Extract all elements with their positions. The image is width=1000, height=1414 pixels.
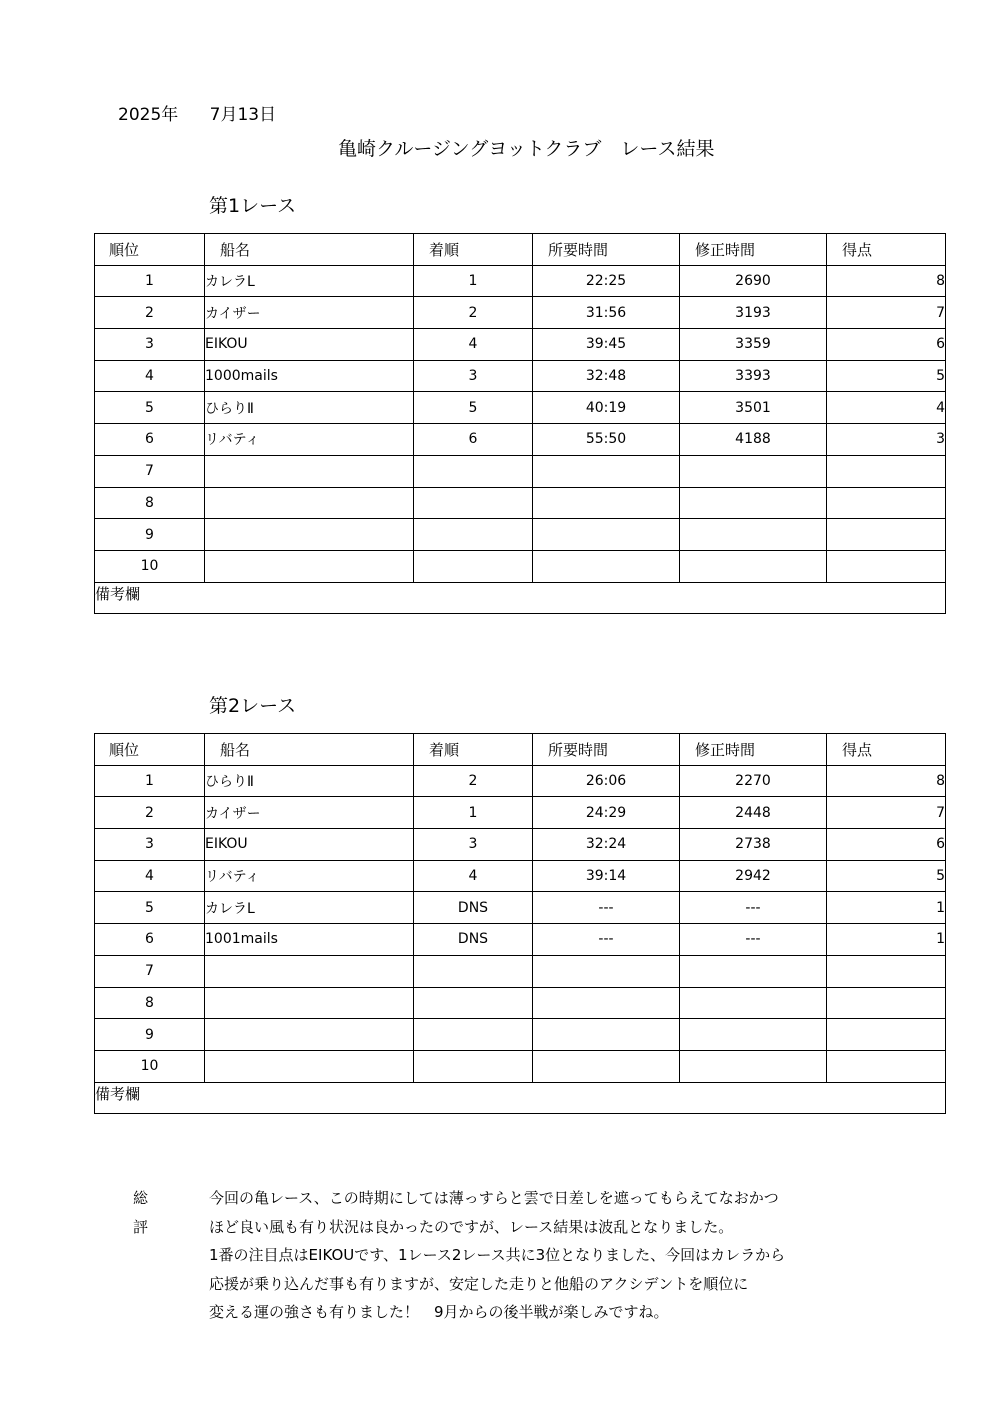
race2-remarks: 備考欄 (95, 1082, 946, 1114)
header-finish-order: 着順 (414, 234, 533, 266)
finish-order-cell: 4 (414, 860, 533, 892)
table-row (95, 765, 946, 797)
points-cell: 6 (827, 829, 946, 861)
elapsed-time-cell: 26:06 (533, 765, 680, 797)
finish-order-cell: 2 (414, 765, 533, 797)
rank-cell: 5 (95, 892, 205, 924)
boat-name-cell: リバティ (205, 424, 414, 456)
finish-order-cell: 2 (414, 297, 533, 329)
corrected-time-cell: 3501 (680, 392, 827, 424)
boat-name-cell (205, 1019, 414, 1051)
elapsed-time-cell: 39:45 (533, 329, 680, 361)
points-cell (827, 550, 946, 582)
table-row (95, 797, 946, 829)
elapsed-time-cell (533, 519, 680, 551)
elapsed-time-cell: 31:56 (533, 297, 680, 329)
points-cell (827, 987, 946, 1019)
elapsed-time-cell: 22:25 (533, 265, 680, 297)
rank-cell: 2 (95, 297, 205, 329)
corrected-time-cell: 2448 (680, 797, 827, 829)
rank-cell: 8 (95, 987, 205, 1019)
boat-name-cell: カレラL (205, 265, 414, 297)
corrected-time-cell: 2270 (680, 765, 827, 797)
corrected-time-cell: 3193 (680, 297, 827, 329)
comment-line: ほど良い風も有り状況は良かったのですが、レース結果は波乱となりました。 (209, 1217, 734, 1236)
points-cell: 4 (827, 392, 946, 424)
points-cell: 7 (827, 797, 946, 829)
rank-cell: 2 (95, 797, 205, 829)
finish-order-cell: 1 (414, 265, 533, 297)
finish-order-cell: 3 (414, 829, 533, 861)
boat-name-cell: 1000mails (205, 360, 414, 392)
boat-name-cell (205, 987, 414, 1019)
corrected-time-cell: 2738 (680, 829, 827, 861)
elapsed-time-cell (533, 487, 680, 519)
corrected-time-cell: 2942 (680, 860, 827, 892)
corrected-time-cell: 3359 (680, 329, 827, 361)
table-row (95, 924, 946, 956)
table-row (95, 829, 946, 861)
points-cell (827, 519, 946, 551)
elapsed-time-cell: 24:29 (533, 797, 680, 829)
rank-cell: 7 (95, 455, 205, 487)
rank-cell: 9 (95, 519, 205, 551)
race2-results-table (94, 733, 946, 1114)
boat-name-cell (205, 550, 414, 582)
table-row (95, 987, 946, 1019)
boat-name-cell: カイザー (205, 797, 414, 829)
corrected-time-cell (680, 987, 827, 1019)
header-rank: 順位 (95, 734, 205, 766)
finish-order-cell (414, 455, 533, 487)
remarks-row (95, 1082, 946, 1114)
elapsed-time-cell (533, 1050, 680, 1082)
rank-cell: 3 (95, 829, 205, 861)
finish-order-cell (414, 955, 533, 987)
finish-order-cell: DNS (414, 924, 533, 956)
corrected-time-cell (680, 1050, 827, 1082)
boat-name-cell (205, 1050, 414, 1082)
points-cell (827, 955, 946, 987)
finish-order-cell: 3 (414, 360, 533, 392)
table-row (95, 860, 946, 892)
points-cell: 5 (827, 860, 946, 892)
finish-order-cell (414, 519, 533, 551)
rank-cell: 4 (95, 860, 205, 892)
points-cell (827, 487, 946, 519)
table-row (95, 1019, 946, 1051)
table-row (95, 297, 946, 329)
table-row (95, 455, 946, 487)
rank-cell: 9 (95, 1019, 205, 1051)
table-row (95, 550, 946, 582)
header-elapsed-time: 所要時間 (533, 234, 680, 266)
date-day: 7月13日 (209, 105, 277, 125)
finish-order-cell: 4 (414, 329, 533, 361)
rank-cell: 10 (95, 550, 205, 582)
corrected-time-cell: 2690 (680, 265, 827, 297)
document-title: 亀崎クルージングヨットクラブ レース結果 (338, 138, 715, 160)
points-cell: 6 (827, 329, 946, 361)
boat-name-cell: 1001mails (205, 924, 414, 956)
rank-cell: 4 (95, 360, 205, 392)
boat-name-cell: リバティ (205, 860, 414, 892)
boat-name-cell: EIKOU (205, 829, 414, 861)
elapsed-time-cell: 40:19 (533, 392, 680, 424)
comment-line: 変える運の強さも有りました！ 9月からの後半戦が楽しみですね。 (209, 1303, 669, 1321)
comment-line: 応援が乗り込んだ事も有りますが、安定した走りと他船のアクシデントを順位に (209, 1274, 749, 1293)
rank-cell: 6 (95, 424, 205, 456)
header-corrected-time: 修正時間 (680, 234, 827, 266)
rank-cell: 6 (95, 924, 205, 956)
table-row (95, 360, 946, 392)
table-row (95, 329, 946, 361)
header-finish-order: 着順 (414, 734, 533, 766)
boat-name-cell (205, 955, 414, 987)
header-boat-name: 船名 (205, 234, 414, 266)
table-row (95, 487, 946, 519)
points-cell: 1 (827, 892, 946, 924)
comment-label: 総評 (133, 1189, 149, 1236)
rank-cell: 3 (95, 329, 205, 361)
corrected-time-cell: 4188 (680, 424, 827, 456)
boat-name-cell: EIKOU (205, 329, 414, 361)
elapsed-time-cell (533, 955, 680, 987)
boat-name-cell: ひらりⅡ (205, 392, 414, 424)
boat-name-cell (205, 487, 414, 519)
race2-title: 第2レース (209, 695, 297, 717)
comment-line: 1番の注目点はEIKOUです、1レース2レース共に3位となりました、今回はカレラから (209, 1246, 786, 1264)
corrected-time-cell: --- (680, 924, 827, 956)
corrected-time-cell: --- (680, 892, 827, 924)
points-cell: 5 (827, 360, 946, 392)
rank-cell: 1 (95, 265, 205, 297)
elapsed-time-cell (533, 455, 680, 487)
finish-order-cell (414, 1019, 533, 1051)
header-rank: 順位 (95, 234, 205, 266)
table-row (95, 265, 946, 297)
corrected-time-cell (680, 487, 827, 519)
corrected-time-cell (680, 519, 827, 551)
elapsed-time-cell: 55:50 (533, 424, 680, 456)
points-cell: 1 (827, 924, 946, 956)
boat-name-cell (205, 455, 414, 487)
finish-order-cell (414, 487, 533, 519)
elapsed-time-cell (533, 1019, 680, 1051)
elapsed-time-cell: 32:48 (533, 360, 680, 392)
points-cell (827, 1019, 946, 1051)
corrected-time-cell (680, 955, 827, 987)
header-boat-name: 船名 (205, 734, 414, 766)
table-header-row (95, 234, 946, 266)
header-points: 得点 (827, 734, 946, 766)
corrected-time-cell (680, 550, 827, 582)
corrected-time-cell: 3393 (680, 360, 827, 392)
points-cell (827, 455, 946, 487)
table-row (95, 519, 946, 551)
date-year: 2025年 (118, 105, 179, 125)
finish-order-cell: 1 (414, 797, 533, 829)
boat-name-cell: カレラL (205, 892, 414, 924)
finish-order-cell: DNS (414, 892, 533, 924)
race1-results-table (94, 233, 946, 614)
table-header-row (95, 734, 946, 766)
finish-order-cell: 6 (414, 424, 533, 456)
table-row (95, 892, 946, 924)
elapsed-time-cell: 39:14 (533, 860, 680, 892)
boat-name-cell: カイザー (205, 297, 414, 329)
corrected-time-cell (680, 1019, 827, 1051)
remarks-row (95, 582, 946, 614)
table-row (95, 424, 946, 456)
rank-cell: 7 (95, 955, 205, 987)
finish-order-cell (414, 1050, 533, 1082)
table-row (95, 955, 946, 987)
boat-name-cell: ひらりⅡ (205, 765, 414, 797)
race1-table-body (95, 265, 946, 582)
header-corrected-time: 修正時間 (680, 734, 827, 766)
header-elapsed-time: 所要時間 (533, 734, 680, 766)
elapsed-time-cell (533, 550, 680, 582)
rank-cell: 5 (95, 392, 205, 424)
race1-title: 第1レース (209, 195, 297, 217)
points-cell (827, 1050, 946, 1082)
race2-table-body (95, 765, 946, 1082)
boat-name-cell (205, 519, 414, 551)
finish-order-cell (414, 550, 533, 582)
corrected-time-cell (680, 455, 827, 487)
header-points: 得点 (827, 234, 946, 266)
elapsed-time-cell (533, 987, 680, 1019)
elapsed-time-cell: 32:24 (533, 829, 680, 861)
points-cell: 3 (827, 424, 946, 456)
comment-line: 今回の亀レース、この時期にしては薄っすらと雲で日差しを遮ってもらえてなおかつ (209, 1189, 779, 1207)
rank-cell: 8 (95, 487, 205, 519)
points-cell: 8 (827, 765, 946, 797)
points-cell: 7 (827, 297, 946, 329)
rank-cell: 1 (95, 765, 205, 797)
rank-cell: 10 (95, 1050, 205, 1082)
finish-order-cell: 5 (414, 392, 533, 424)
elapsed-time-cell: --- (533, 892, 680, 924)
points-cell: 8 (827, 265, 946, 297)
comment-text (209, 1184, 849, 1327)
elapsed-time-cell: --- (533, 924, 680, 956)
document-date (118, 100, 276, 125)
table-row (95, 392, 946, 424)
race1-remarks: 備考欄 (95, 582, 946, 614)
table-row (95, 1050, 946, 1082)
finish-order-cell (414, 987, 533, 1019)
